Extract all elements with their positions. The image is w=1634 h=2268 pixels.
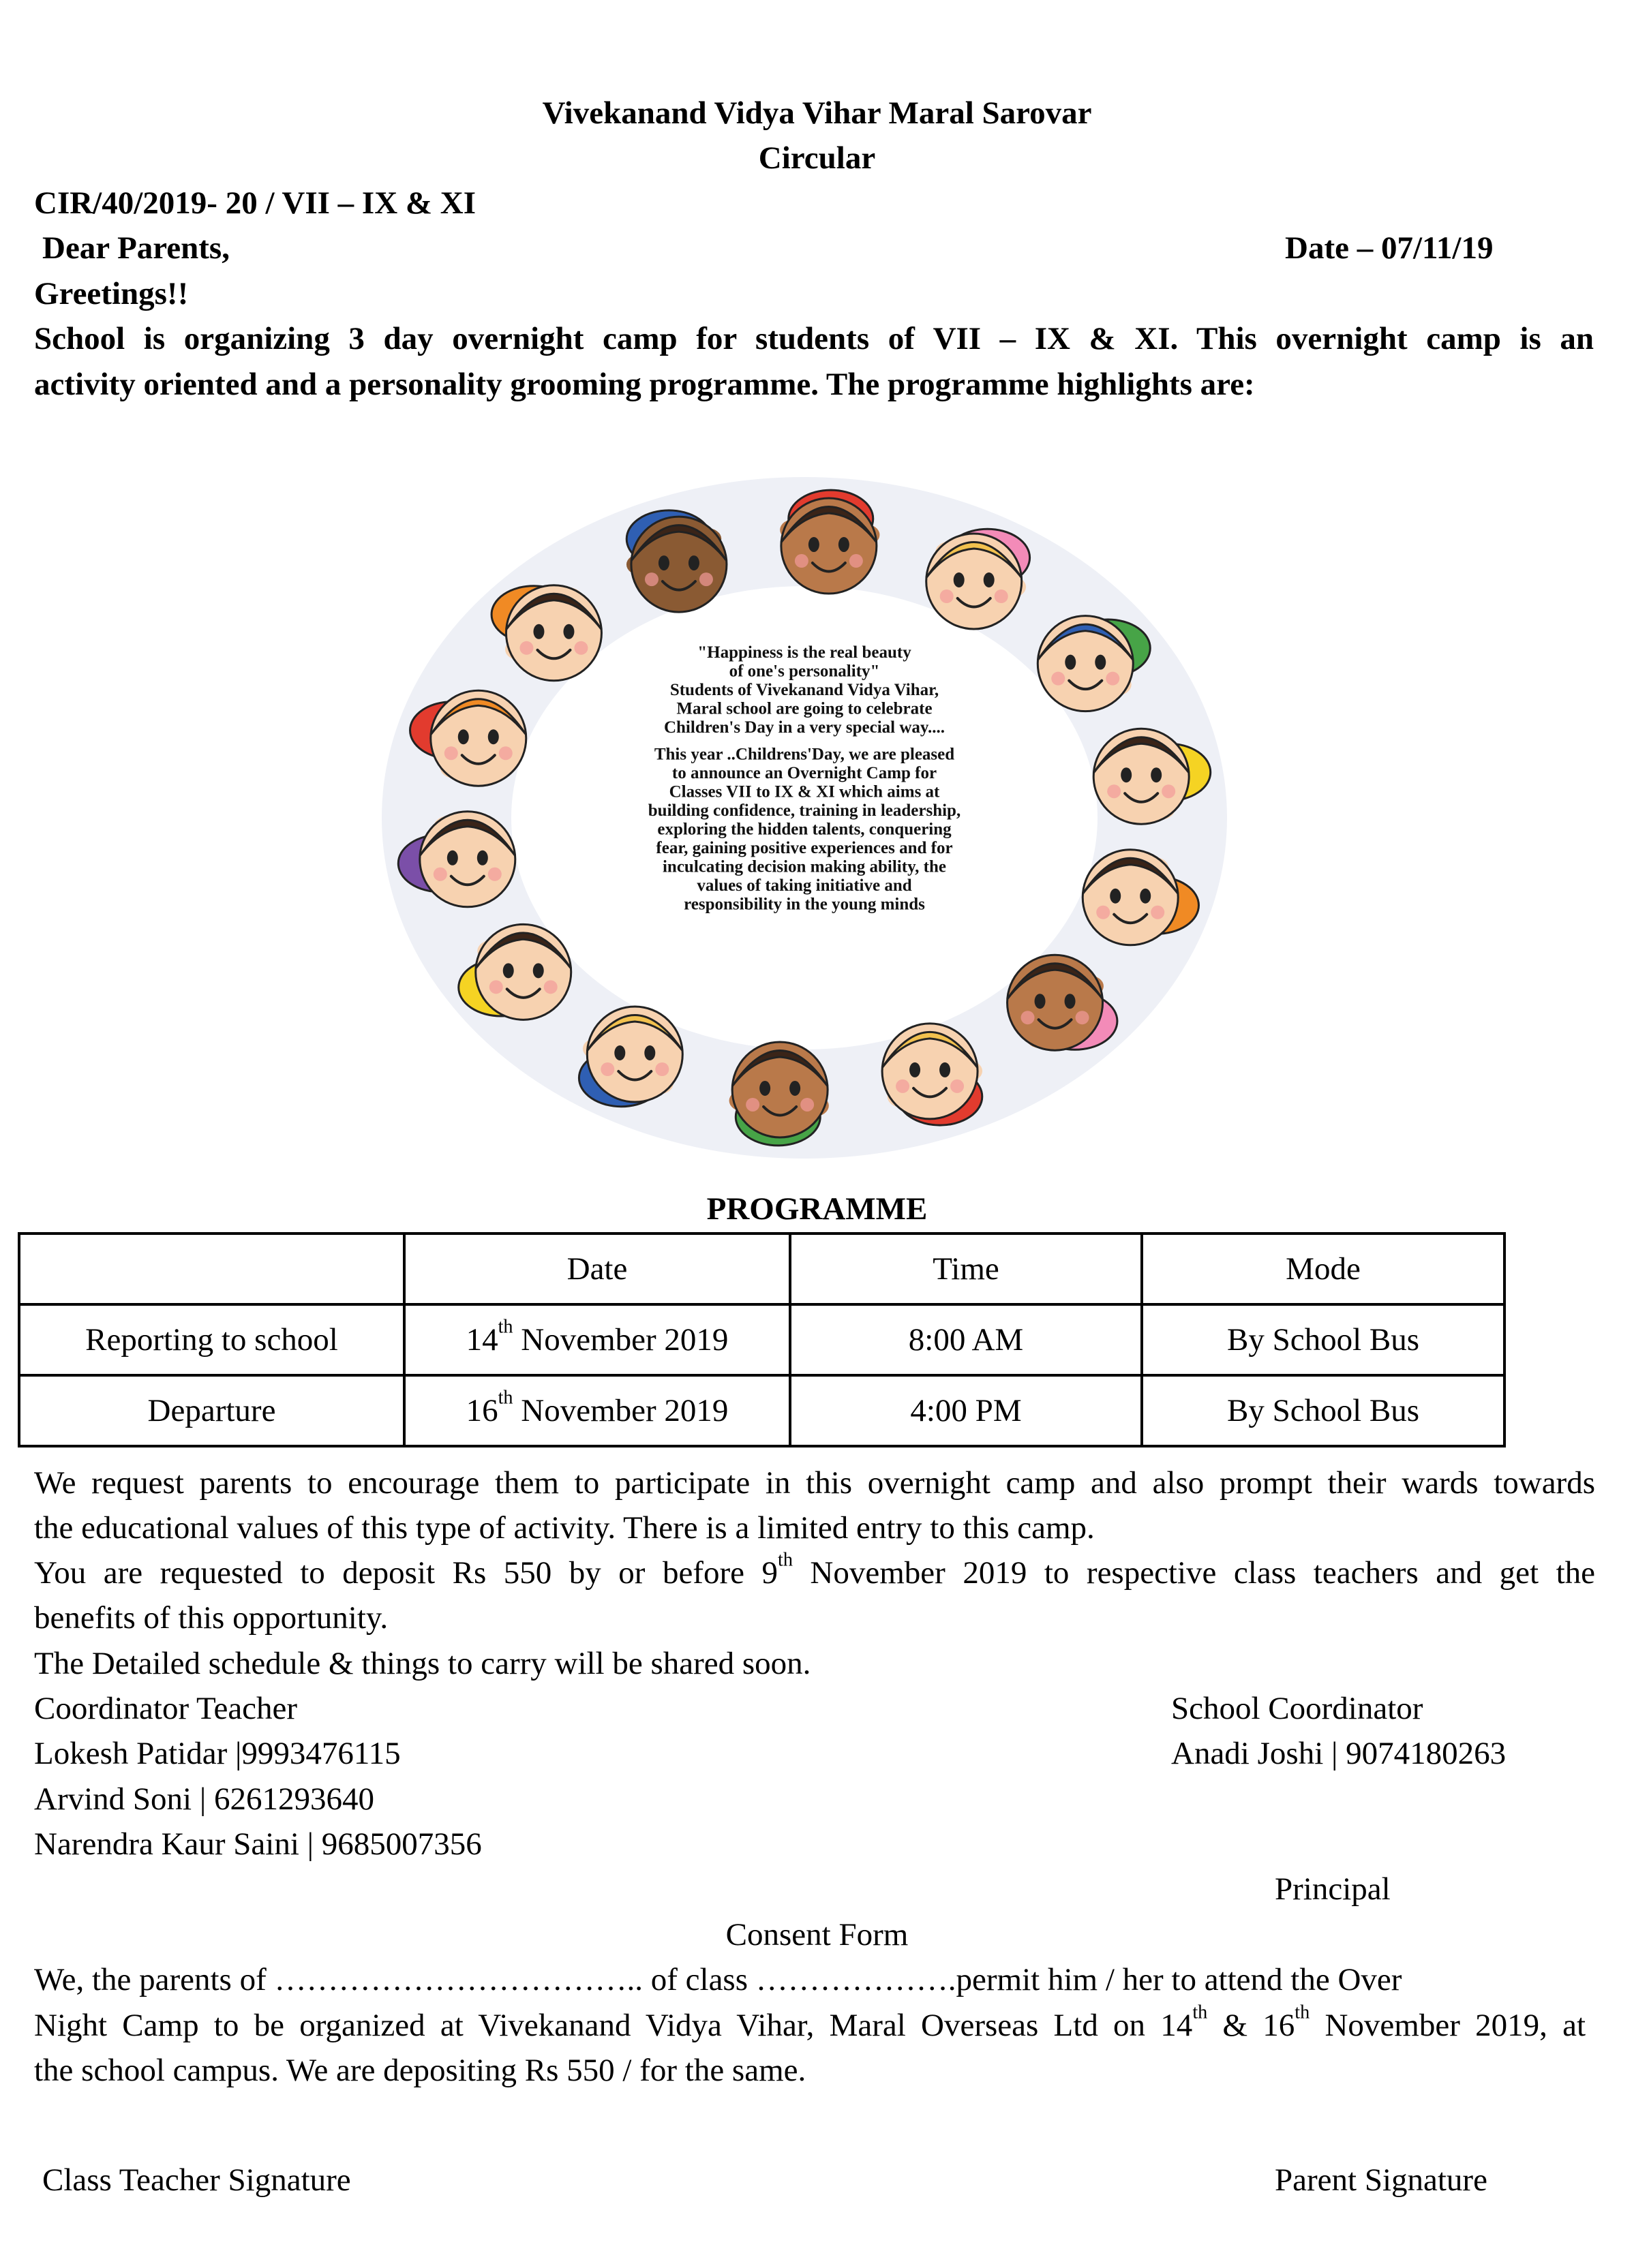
child-figure [780,490,879,594]
consent-text-line-1: We, the parents of …………………………….. of class ……………….permit him / her to attend the Over [34,1962,1402,1997]
school-coordinator-contact: Anadi Joshi | 9074180263 [1171,1736,1507,1771]
table-header-row [19,1233,1504,1304]
header-cell-event [19,1233,404,1304]
event-cell: Reporting to school [19,1304,404,1375]
header-cell-date: Date [404,1233,790,1304]
programme-table [18,1232,1506,1447]
request-text-line-1: We request parents to encourage them to participate in this overnight camp and also prompt their wards towards [34,1465,1595,1501]
mode-cell: By School Bus [1142,1304,1504,1375]
quote-line: This year ..Childrens'Day, we are pleased [654,745,955,764]
deposit-text-line-2: benefits of this opportunity. [34,1600,389,1636]
greeting: Greetings!! [34,276,189,311]
programme-title: PROGRAMME [706,1191,928,1227]
event-cell: Departure [19,1375,404,1446]
quote-line: Children's Day in a very special way.... [663,718,945,737]
date-cell: 16th November 2019 [404,1375,790,1446]
table-row [19,1304,1504,1375]
quote-line: of one's personality" [729,662,880,681]
date-cell: 14th November 2019 [404,1304,790,1375]
quote-line: inculcating decision making ability, the [662,857,947,876]
circular-reference: CIR/40/2019- 20 / VII – IX & XI [34,185,476,221]
request-text-line-2: the educational values of this type of activity. There is a limited entry to this camp. [34,1510,1095,1546]
intro-text-line-2: activity oriented and a personality grooming programme. The programme highlights are: [34,367,1255,402]
parent-signature-label: Parent Signature [1275,2162,1487,2198]
deposit-text-line-1: You are requested to deposit Rs 550 by or before 9th November 2019 to respective class teachers and get the [34,1549,1595,1591]
child-figure [729,1042,829,1146]
quote-line: building confidence, training in leadership, [648,801,961,820]
mode-cell: By School Bus [1142,1375,1504,1446]
table-row [19,1375,1504,1446]
quote-line: Students of Vivekanand Vidya Vihar, [669,681,939,699]
coordinator-teacher-title: Coordinator Teacher [34,1691,298,1726]
consent-form-title: Consent Form [725,1917,909,1952]
consent-text-line-3: the school campus. We are depositing Rs 550 / for the same. [34,2053,806,2088]
circular-date: Date – 07/11/19 [1285,230,1494,266]
time-cell: 4:00 PM [790,1375,1142,1446]
school-name: Vivekanand Vidya Vihar Maral Sarovar [542,95,1092,131]
principal-label: Principal [1275,1871,1391,1907]
header-cell-time: Time [790,1233,1142,1304]
intro-text-line-1: School is organizing 3 day overnight camp for students of VII – IX & XI. This overnight camp is an [34,321,1594,356]
quote-line: values of taking initiative and [697,876,912,895]
school-coordinator-title: School Coordinator [1171,1691,1423,1726]
document-type: Circular [758,140,876,176]
camp-quote-text [648,643,960,914]
quote-line: fear, gaining positive experiences and for [656,839,953,857]
salutation: Dear Parents, [42,230,230,266]
quote-line: to announce an Overnight Camp for [671,764,937,782]
quote-line: responsibility in the young minds [684,895,925,914]
quote-line: "Happiness is the real beauty [697,643,911,662]
time-cell: 8:00 AM [790,1304,1142,1375]
quote-line: Classes VII to IX & XI which aims at [669,782,940,801]
teacher-contact: Arvind Soni | 6261293640 [34,1781,375,1817]
class-teacher-signature-label: Class Teacher Signature [42,2162,351,2198]
quote-line: exploring the hidden talents, conquering [657,820,952,839]
quote-line: Maral school are going to celebrate [676,699,933,718]
childrens-day-illustration [375,477,1234,1159]
schedule-note: The Detailed schedule & things to carry will be shared soon. [34,1646,811,1681]
teacher-contact: Lokesh Patidar |9993476115 [34,1736,401,1771]
teacher-contact: Narendra Kaur Saini | 9685007356 [34,1826,482,1862]
consent-text-line-2: Night Camp to be organized at Vivekanand Vidya Vihar, Maral Overseas Ltd on 14th & 16th November 2019, at [34,2002,1586,2043]
header-cell-mode: Mode [1142,1233,1504,1304]
